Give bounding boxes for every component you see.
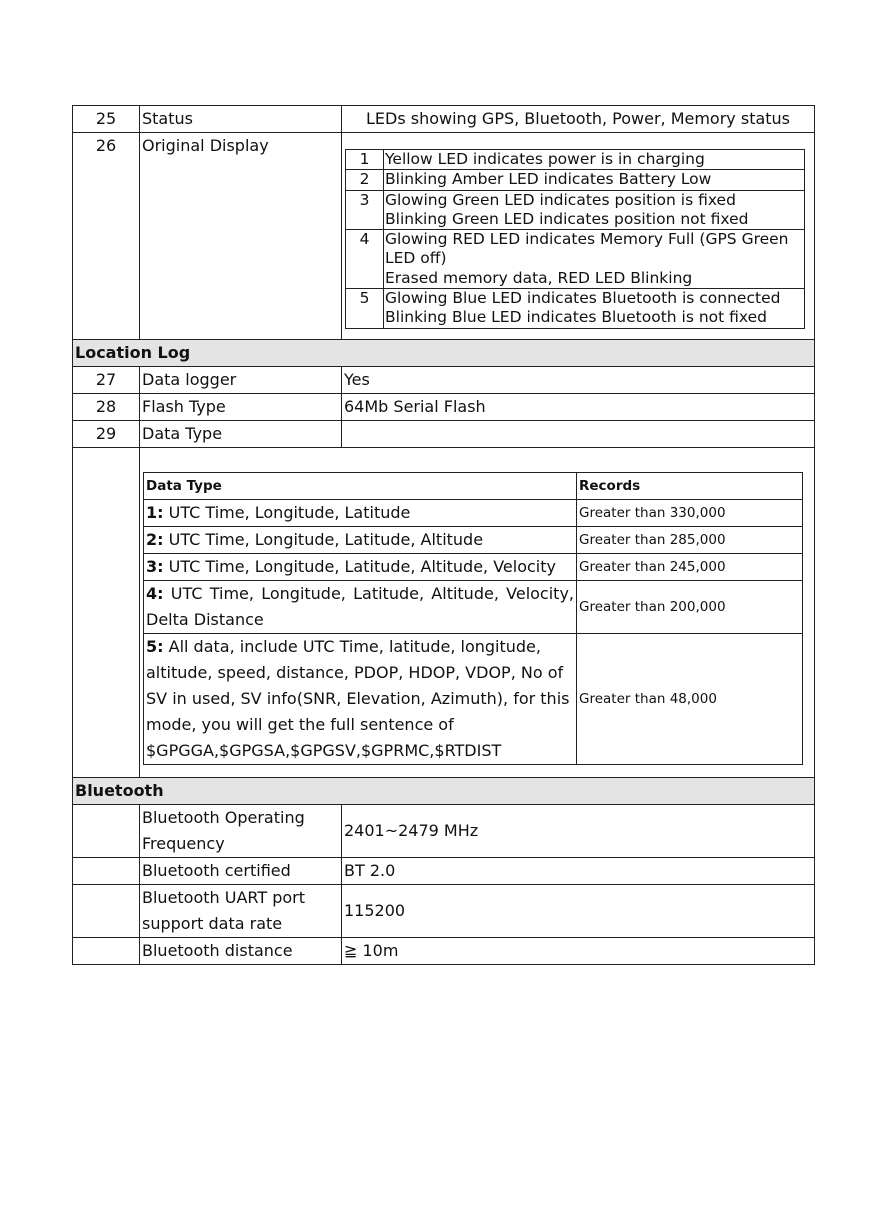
row-value: 115200 bbox=[342, 884, 815, 937]
led-item-text bbox=[384, 230, 805, 289]
row-number bbox=[73, 804, 140, 857]
led-item-number: 2 bbox=[346, 170, 384, 190]
row-number: 28 bbox=[73, 393, 140, 420]
section-title: Location Log bbox=[73, 339, 815, 366]
row-number bbox=[73, 884, 140, 937]
row-label: Flash Type bbox=[140, 393, 342, 420]
row-value: LEDs showing GPS, Bluetooth, Power, Memory status bbox=[342, 106, 815, 133]
led-item-number: 5 bbox=[346, 289, 384, 329]
led-item-text bbox=[384, 170, 805, 190]
data-type-row bbox=[144, 499, 803, 526]
data-type-key: 5: bbox=[146, 636, 164, 656]
spec-table bbox=[72, 105, 815, 965]
spec-row-bluetooth-distance bbox=[73, 937, 815, 964]
column-header-records: Records bbox=[577, 472, 803, 499]
spec-row-data-type bbox=[73, 420, 815, 447]
led-list-cell bbox=[342, 133, 815, 340]
row-number: 29 bbox=[73, 420, 140, 447]
led-list-item bbox=[346, 230, 805, 289]
data-type-row bbox=[144, 580, 803, 633]
led-item-line: Yellow LED indicates power is in charging bbox=[385, 150, 705, 168]
data-type-table-cell bbox=[140, 447, 815, 777]
row-label: Data Type bbox=[140, 420, 342, 447]
data-type-key: 4: bbox=[146, 583, 164, 603]
led-item-line: Blinking Amber LED indicates Battery Low bbox=[385, 170, 712, 189]
data-type-description bbox=[144, 526, 577, 553]
data-type-text: UTC Time, Longitude, Latitude, Altitude, Velocity, Delta Distance bbox=[146, 583, 575, 629]
row-label: Bluetooth distance bbox=[140, 937, 342, 964]
row-number: 27 bbox=[73, 366, 140, 393]
data-type-text: UTC Time, Longitude, Latitude, Altitude, Velocity bbox=[168, 556, 556, 576]
led-item-text bbox=[384, 190, 805, 230]
led-item-number: 1 bbox=[346, 150, 384, 170]
row-label: Data logger bbox=[140, 366, 342, 393]
led-item-number: 4 bbox=[346, 230, 384, 289]
led-item-line: Blinking Blue LED indicates Bluetooth is not fixed bbox=[385, 308, 767, 327]
row-number: 26 bbox=[73, 133, 140, 340]
spec-row-data-logger bbox=[73, 366, 815, 393]
led-list-item bbox=[346, 190, 805, 230]
led-item-line: Erased memory data, RED LED Blinking bbox=[385, 268, 693, 287]
row-label: Bluetooth certified bbox=[140, 857, 342, 884]
data-type-key: 1: bbox=[146, 502, 164, 522]
row-label: Original Display bbox=[140, 133, 342, 340]
row-value: BT 2.0 bbox=[342, 857, 815, 884]
row-value: Yes bbox=[342, 366, 815, 393]
row-value: ≧ 10m bbox=[342, 937, 815, 964]
spec-row-status bbox=[73, 106, 815, 133]
spec-row-flash-type bbox=[73, 393, 815, 420]
data-type-table bbox=[143, 472, 803, 765]
row-number bbox=[73, 937, 140, 964]
led-list-item bbox=[346, 150, 805, 170]
spec-row-bluetooth-uart bbox=[73, 884, 815, 937]
led-item-text bbox=[384, 289, 805, 329]
section-title: Bluetooth bbox=[73, 777, 815, 804]
data-type-header-row bbox=[144, 472, 803, 499]
data-type-text: UTC Time, Longitude, Latitude, Altitude bbox=[168, 529, 484, 549]
row-number bbox=[73, 857, 140, 884]
data-type-description bbox=[144, 553, 577, 580]
led-item-line: Glowing Blue LED indicates Bluetooth is connected bbox=[385, 289, 781, 308]
data-type-description bbox=[144, 633, 577, 764]
data-type-records: Greater than 330,000 bbox=[577, 499, 803, 526]
data-type-row bbox=[144, 553, 803, 580]
data-type-description bbox=[144, 580, 577, 633]
row-value bbox=[342, 420, 815, 447]
data-type-records: Greater than 200,000 bbox=[577, 580, 803, 633]
led-list-item bbox=[346, 289, 805, 329]
led-list-item bbox=[346, 170, 805, 190]
spec-row-bluetooth-frequency bbox=[73, 804, 815, 857]
row-number: 25 bbox=[73, 106, 140, 133]
spec-row-data-type-table bbox=[73, 447, 815, 777]
data-type-row bbox=[144, 526, 803, 553]
row-number bbox=[73, 447, 140, 777]
led-item-number: 3 bbox=[346, 190, 384, 230]
column-header-data-type: Data Type bbox=[144, 472, 577, 499]
row-label: Bluetooth UART port support data rate bbox=[140, 884, 342, 937]
section-header-location-log bbox=[73, 339, 815, 366]
row-value: 64Mb Serial Flash bbox=[342, 393, 815, 420]
data-type-text: All data, include UTC Time, latitude, longitude, altitude, speed, distance, PDOP, HDOP, VDOP, No of SV in used, SV info(SNR, Elevation, Azimuth), for this mode, you will get the full sentence of $GPGGA,$GPGSA,$GPGSV,$GPRMC,$RTDIST bbox=[146, 636, 570, 760]
data-type-records: Greater than 48,000 bbox=[577, 633, 803, 764]
row-value: 2401~2479 MHz bbox=[342, 804, 815, 857]
data-type-records: Greater than 245,000 bbox=[577, 553, 803, 580]
led-item-line: Blinking Green LED indicates position not fixed bbox=[385, 209, 749, 228]
led-list-table bbox=[345, 149, 805, 329]
data-type-description bbox=[144, 499, 577, 526]
spec-row-original-display bbox=[73, 133, 815, 340]
led-item-line: Glowing RED LED indicates Memory Full (GPS Green LED off) bbox=[385, 230, 789, 268]
data-type-records: Greater than 285,000 bbox=[577, 526, 803, 553]
data-type-row bbox=[144, 633, 803, 764]
row-label: Status bbox=[140, 106, 342, 133]
section-header-bluetooth bbox=[73, 777, 815, 804]
led-item-text bbox=[384, 150, 805, 170]
row-label: Bluetooth Operating Frequency bbox=[140, 804, 342, 857]
spec-row-bluetooth-certified bbox=[73, 857, 815, 884]
data-type-key: 2: bbox=[146, 529, 164, 549]
data-type-text: UTC Time, Longitude, Latitude bbox=[168, 502, 411, 522]
data-type-key: 3: bbox=[146, 556, 164, 576]
led-item-line: Glowing Green LED indicates position is fixed bbox=[385, 190, 736, 209]
